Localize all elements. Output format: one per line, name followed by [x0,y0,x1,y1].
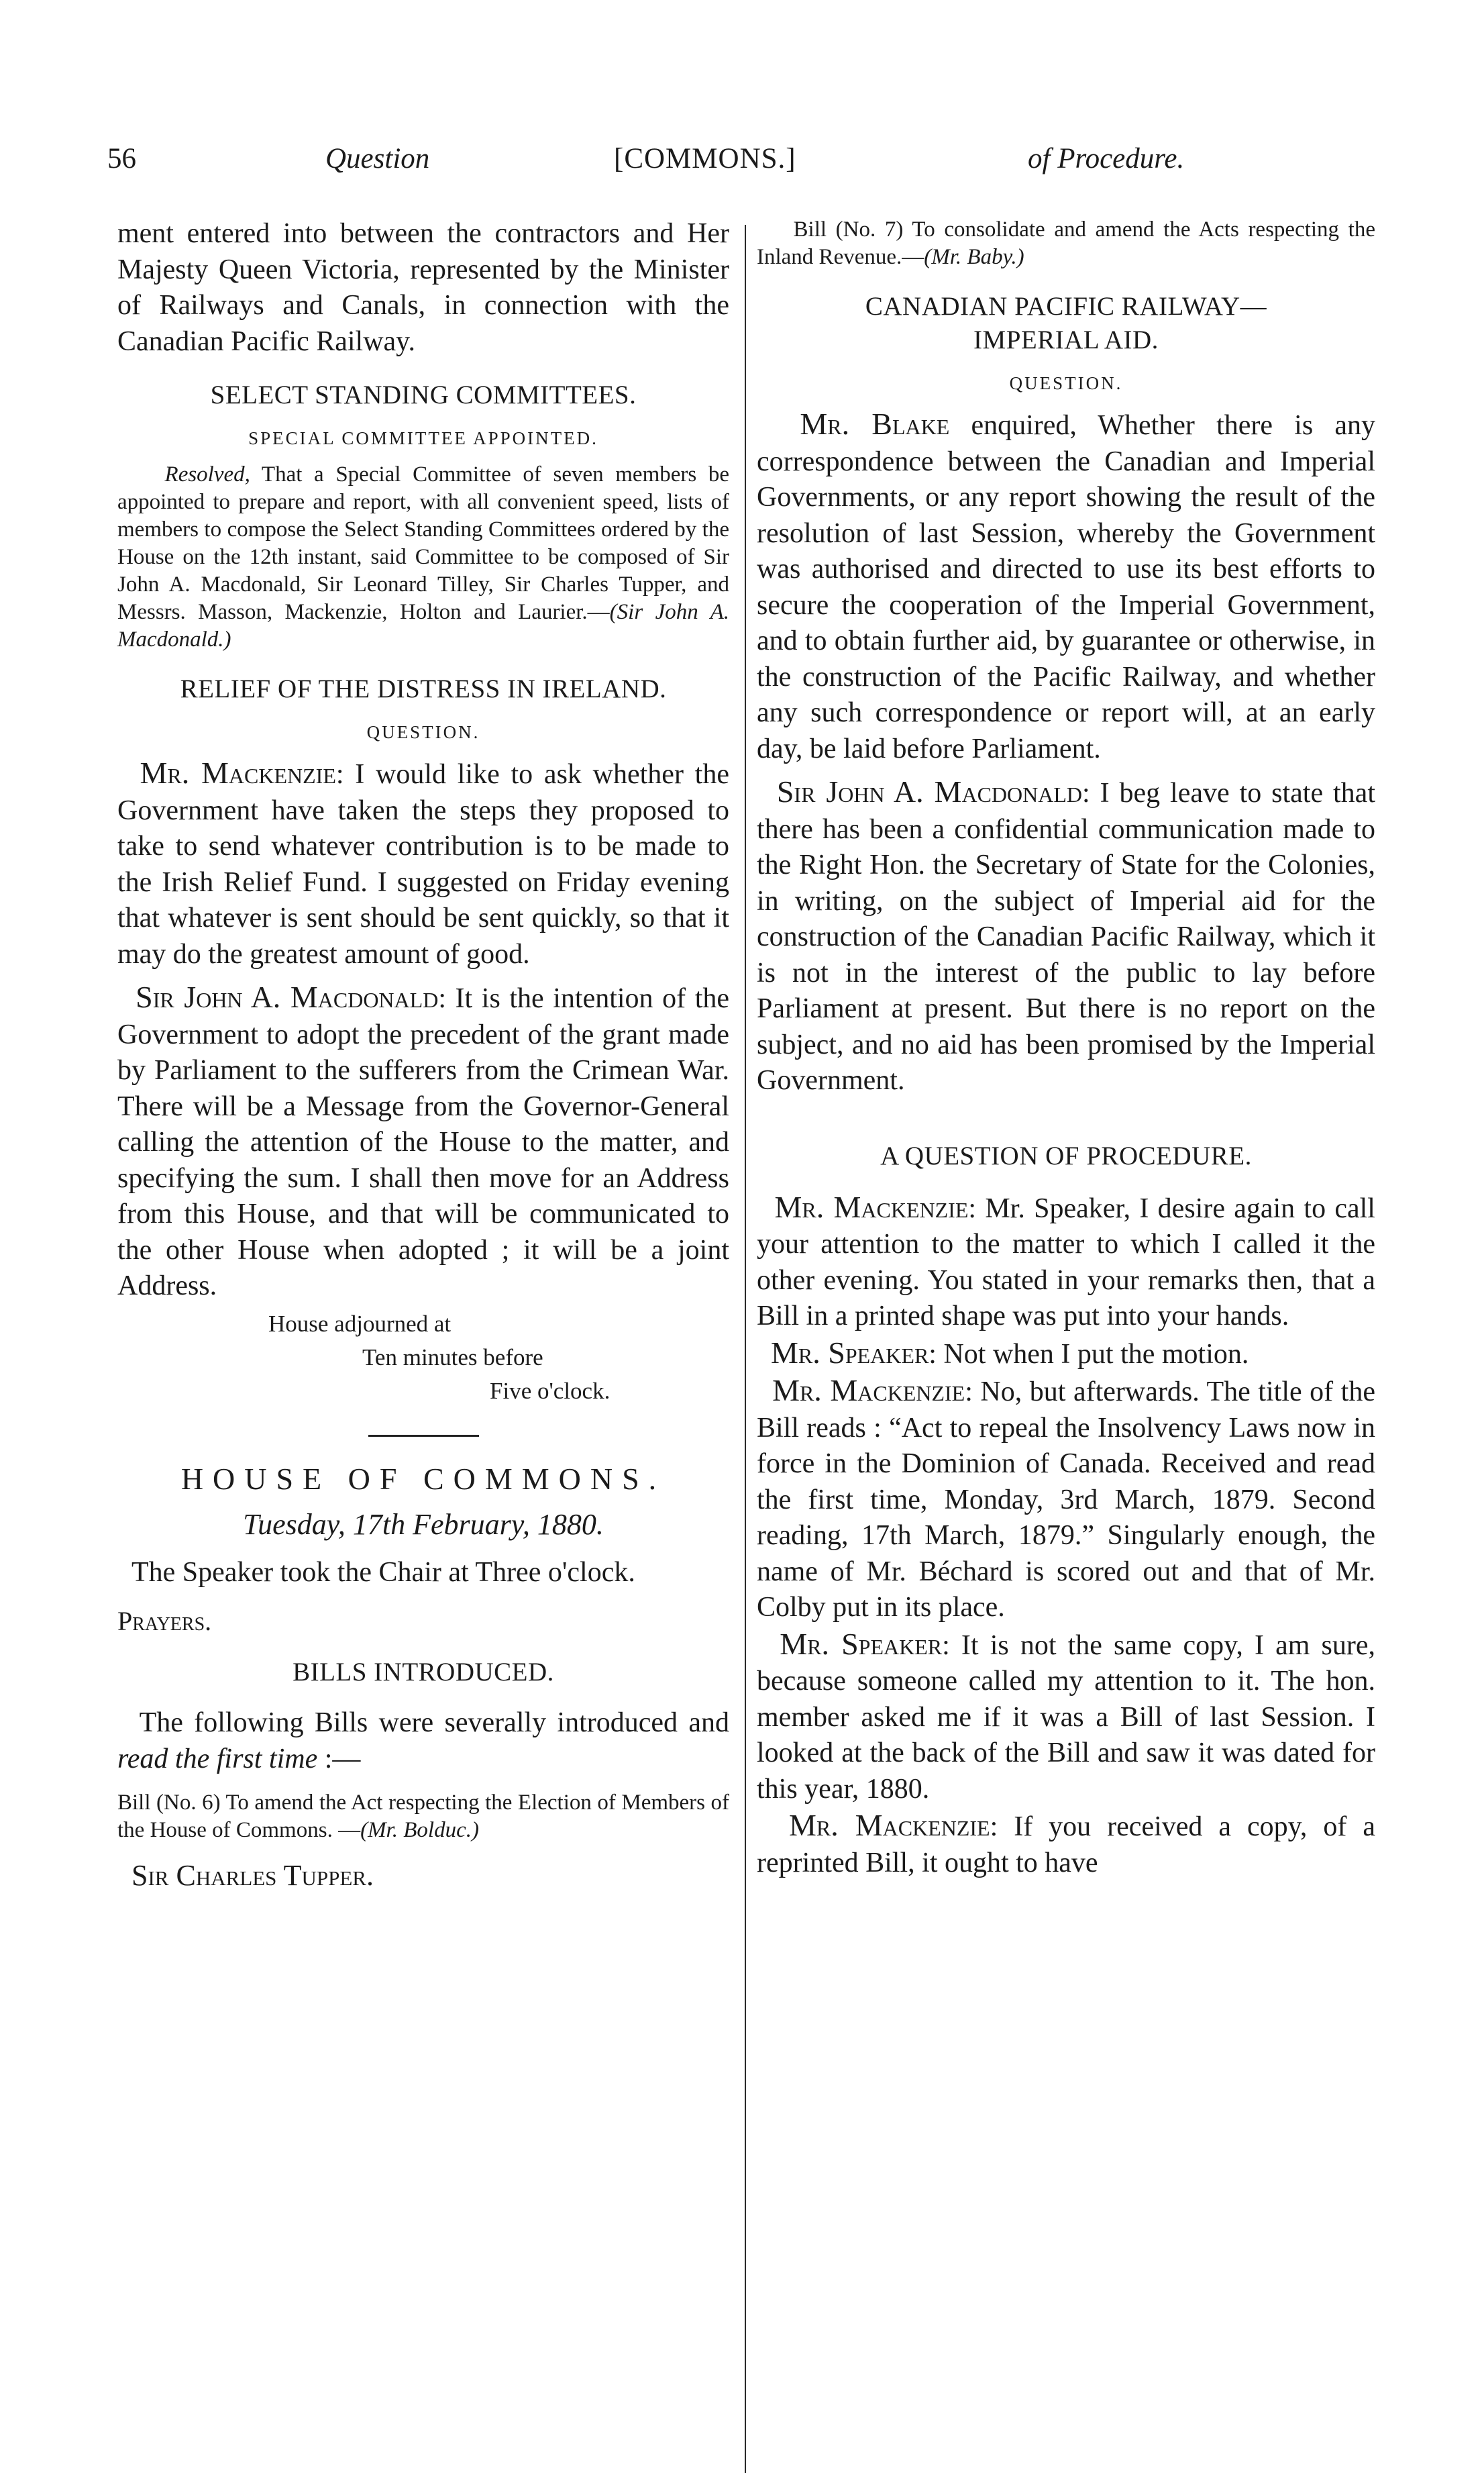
heading-select-standing-committees: SELECT STANDING COMMITTEES. [210,381,637,409]
heading-relief-ireland: RELIEF OF THE DISTRESS IN IRELAND. [180,674,667,703]
speech-text: : If you received a copy, of a reprinted Bill, it ought to have [757,1811,1376,1878]
speaker-name: Mr. Mackenzie [774,1189,969,1224]
speaker-name: Sir Charles Tupper. [131,1859,374,1892]
speaker-took-chair [117,1555,729,1591]
speech-text: : Not when I put the motion. [929,1338,1249,1370]
speech-text: : I would like to ask whether the Government have taken the steps they proposed to take to send whatever contribution is to be made to the Irish Relief Fund. I suggested on Friday evening that whatever is sent should be sent quickly, so that it may do the greatest amount of good. [117,759,729,970]
adjournment-notice [117,1307,729,1408]
adjournment-line-2: Ten minutes before [362,1344,543,1370]
resolved-word: Resolved, [164,462,250,487]
speech-text: : I beg leave to state that there has been a confidential communication made to the Right Hon. the Secretary of State for the Colonies, in writing, on the subject of Imperial aid for the construction of the Canadian Pacific Railway, which it is not in the interest of the public to lay before Parliament at present. But there is no report on the subject, and no aid has been promised by the Imperial Government. [757,778,1375,1096]
header-left-title: Question [325,143,430,174]
left-column [117,216,729,1895]
heading-question-of-procedure: A QUESTION OF PROCEDURE. [880,1141,1252,1170]
bills-intro-end: :— [317,1743,361,1774]
bill-7-text: Bill (No. 7) To consolidate and amend the Acts respecting the Inland Revenue.— [757,217,1375,269]
speech-macdonald-cpr [757,774,1375,1099]
speech-blake [757,406,1375,767]
bills-intro-paragraph [117,1705,729,1777]
section-rule [368,1435,479,1437]
adjournment-line-3: Five o'clock. [490,1377,611,1404]
heading-bills-introduced: BILLS INTRODUCED. [293,1658,554,1686]
bill-7-signature: (Mr. Baby.) [924,245,1024,269]
speech-text: : No, but afterwards. The title of the Bill reads : “Act to repeal the Insolvency Laws now in force in the Dominion of Canada. Received and read the first time, Monday, 3rd March, 1879. Second reading, 17th March, 1879.” Singularly enough, the name of Mr. Béchard is scored out and that of Mr. Colby put in its place. [757,1376,1375,1623]
column-divider [745,225,746,2473]
adjournment-line-1: House adjourned at [268,1310,452,1337]
resolution-paragraph [117,461,729,654]
prayers: Prayers. [117,1606,212,1636]
continuation-paragraph: ment entered into between the contractors and Her Majesty Queen Victoria, represented by the Minister of Railways and Canals, in connection with the Canadian Pacific Railway. [117,218,729,357]
right-column [757,216,1375,1881]
speech-text: : It is not the same copy, I am sure, because someone called my attention to it. The hon. member asked me if it was a Bill of last Session. I looked at the back of the Bill and saw it was dated for this year, 1880. [757,1629,1375,1805]
speaker-name: Mr. Speaker [780,1626,943,1661]
speech-mackenzie-procedure-1 [757,1189,1375,1335]
speech-text: : Mr. Speaker, I desire again to call your attention to the matter to which I called it the other evening. You stated in your remarks then, that a Bill in a printed shape was put into your hands. [757,1193,1375,1331]
speaker-name: Mr. Speaker [771,1335,929,1370]
subheading-question: QUESTION. [1009,373,1123,393]
heading-cpr-line-2: IMPERIAL AID. [973,325,1159,354]
bill-6-text: Bill (No. 6) To amend the Act respecting the Election of Members of the House of Commons. — [117,1790,729,1842]
bill-7-entry [757,216,1375,271]
running-header [0,142,1484,183]
speech-speaker-1 [757,1335,1375,1373]
speaker-name: Sir John A. Macdonald [136,980,439,1014]
heading-cpr-line-1: CANADIAN PACIFIC RAILWAY— [865,292,1267,321]
header-center-title: [COMMONS.] [614,143,796,174]
header-right-title: of Procedure. [1028,143,1185,174]
speaker-took-chair-text: The Speaker took the Chair at Three o'clock. [131,1556,635,1588]
house-of-commons-title: HOUSE OF COMMONS. [180,1461,666,1496]
speech-text: enquired, Whether there is any correspondence between the Canadian and Imperial Governments, or any report showing the result of the resolution of last Session, whereby the Government was authorised and directed to use its best efforts to secure the cooperation of the Imperial Government, and to obtain further aid, by guarantee or otherwise, in the construction of the Pacific Railway, and whether any such correspondence or report will, at an early day, be laid before Parliament. [757,410,1376,764]
subheading-question: QUESTION. [366,722,480,742]
bills-intro-italic: read the first time [117,1743,318,1774]
page-number: 56 [107,143,136,174]
speech-mackenzie-procedure-2 [757,1372,1375,1626]
speaker-name: Sir John A. Macdonald [776,774,1083,809]
speaker-name: Mr. Mackenzie [788,1808,990,1842]
speech-mackenzie-procedure-3 [757,1807,1375,1881]
speaker-name: Mr. Blake [800,407,950,441]
resolution-signature: (Sir John A. Macdonald.) [117,600,729,652]
speaker-name: Mr. Mackenzie [772,1373,965,1407]
speech-mackenzie-relief [117,755,729,972]
bills-intro-text: The following Bills were severally introduced and [139,1707,729,1738]
bill-6-signature: (Mr. Bolduc.) [360,1818,479,1842]
speech-text: : It is the intention of the Government to adopt the precedent of the grant made by Parliament to the sufferers from the Crimean War. There will be a Message from the Governor-General calling the attention of the House to the matter, and specifying the sum. I shall then move for an Address from this House, and that will be communicated to the other House when adopted ; it will be a joint Address. [117,983,730,1301]
sitting-date: Tuesday, 17th February, 1880. [243,1507,604,1541]
speaker-name: Mr. Mackenzie [140,756,336,790]
subheading-special-committee: SPECIAL COMMITTEE APPOINTED. [248,428,598,448]
speech-macdonald-relief [117,979,729,1305]
tupper-line [117,1858,729,1895]
resolution-text: That a Special Committee of seven members be appointed to prepare and report, with all convenient speed, lists of members to compose the Select Standing Committees ordered by the House on the 12th instant, said Committee to be composed of Sir John A. Macdonald, Sir Leonard Tilley, Sir Charles Tupper, and Messrs. Masson, Mackenzie, Holton and Laurier.— [117,462,729,624]
bill-6-entry [117,1789,729,1844]
speech-speaker-2 [757,1626,1375,1808]
